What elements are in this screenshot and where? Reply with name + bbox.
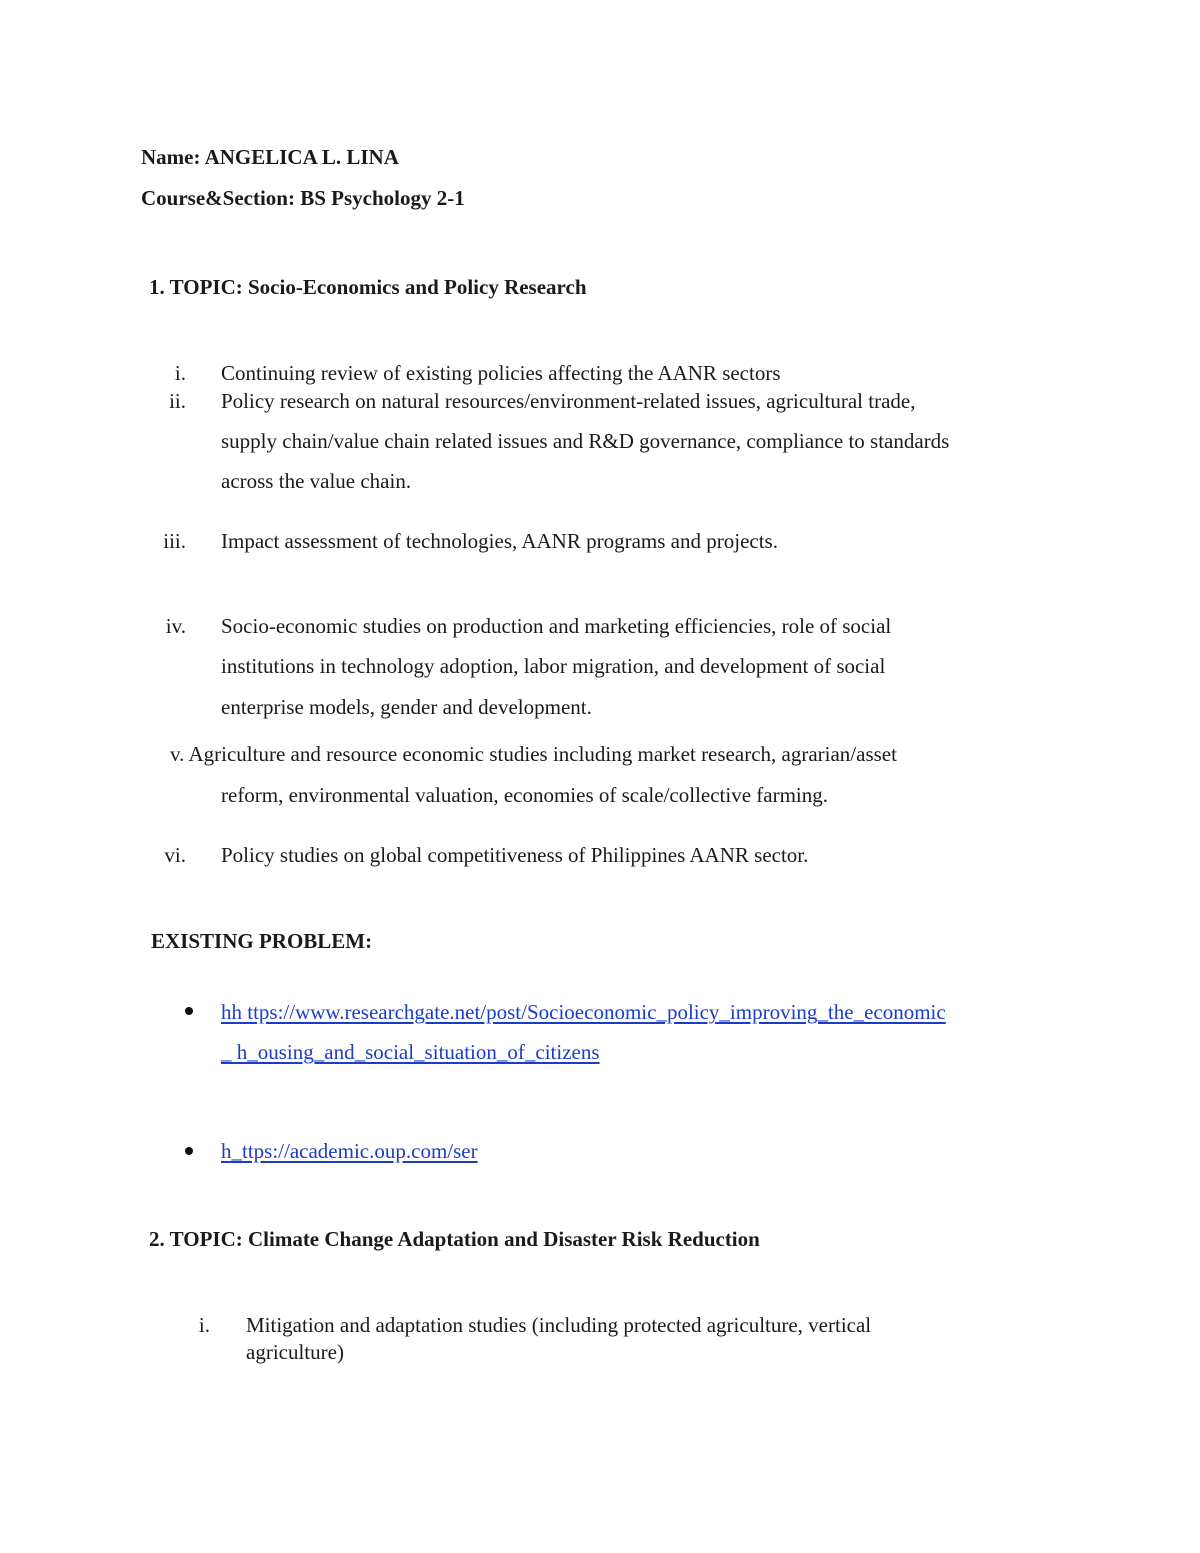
list-item-text: Policy research on natural resources/environment-related issues, agricultural trade,	[221, 389, 916, 413]
list-item-text: agriculture)	[246, 1340, 344, 1364]
bullet-icon	[185, 1007, 193, 1015]
list-item-number: ii.	[169, 389, 186, 413]
list-item-text: Impact assessment of technologies, AANR programs and projects.	[221, 529, 778, 553]
reference-link-1[interactable]: hh ttps://www.researchgate.net/post/Socioeconomic_policy_improving_the_economic	[221, 1000, 946, 1024]
existing-problem-heading: EXISTING PROBLEM:	[151, 929, 373, 953]
list-item-text: Policy studies on global competitiveness of Philippines AANR sector.	[221, 843, 809, 867]
list-item-text: across the value chain.	[221, 469, 412, 493]
list-item-number: v.	[170, 742, 185, 766]
topic-1-heading: 1. TOPIC: Socio-Economics and Policy Research	[149, 275, 587, 299]
list-item-number: vi.	[164, 843, 186, 867]
student-name: Name: ANGELICA L. LINA	[141, 145, 399, 169]
reference-link-2[interactable]: h_ttps://academic.oup.com/ser	[221, 1139, 478, 1163]
list-item-number: i.	[174, 361, 186, 385]
list-item-text: institutions in technology adoption, labor migration, and development of social	[221, 654, 886, 678]
list-item-text: reform, environmental valuation, economies of scale/collective farming.	[221, 783, 829, 807]
list-item-number: i.	[198, 1313, 210, 1337]
list-item-text: Socio-economic studies on production and marketing efficiencies, role of social	[221, 614, 892, 638]
list-item-text: supply chain/value chain related issues and R&D governance, compliance to standards	[221, 429, 950, 453]
list-item-text: enterprise models, gender and development.	[221, 695, 592, 719]
reference-link-1-continued[interactable]: _ h_ousing_and_social_situation_of_citizens	[221, 1040, 600, 1064]
bullet-icon	[185, 1147, 193, 1155]
list-item-text: Agriculture and resource economic studies including market research, agrarian/asset	[188, 742, 897, 766]
course-section: Course&Section: BS Psychology 2-1	[141, 186, 465, 210]
list-item-text: Continuing review of existing policies affecting the AANR sectors	[221, 361, 781, 385]
list-item-number: iii.	[163, 529, 186, 553]
list-item-text: Mitigation and adaptation studies (including protected agriculture, vertical	[246, 1313, 872, 1337]
list-item-v	[170, 744, 897, 765]
list-item-number: iv.	[165, 614, 186, 638]
topic-2-heading: 2. TOPIC: Climate Change Adaptation and Disaster Risk Reduction	[149, 1227, 760, 1251]
